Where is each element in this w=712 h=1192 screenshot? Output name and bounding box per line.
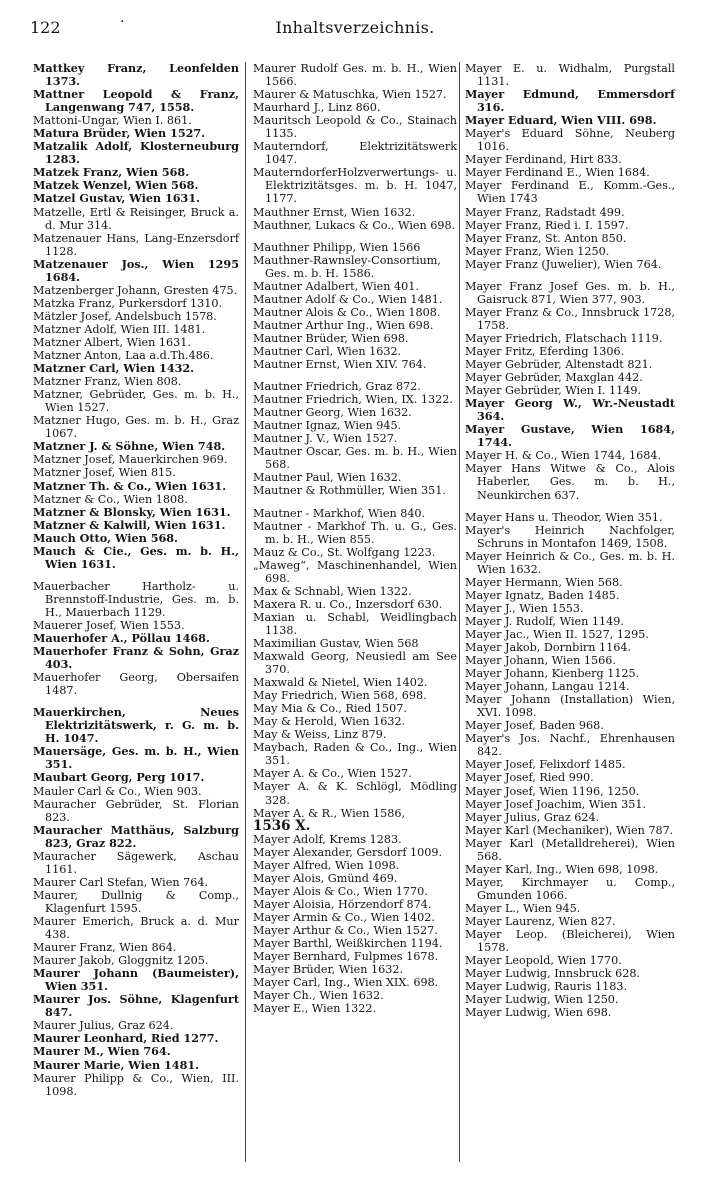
index-entry: Maurer Johann (Baumeister), Wien 351. [33, 966, 239, 994]
index-entry: Mauthner Ernst, Wien 1632. [253, 205, 416, 219]
index-entry: Mayer E. u. Widhalm, Purgstall 1131. [465, 62, 675, 89]
index-entry: Mayer Hans u. Theodor, Wien 351. [465, 510, 663, 524]
column-divider [459, 62, 460, 1162]
index-entry: Maurer, Dullnig & Comp., Klagenfurt 1595. [33, 888, 239, 915]
index-entry: Mauler Carl & Co., Wien 903. [33, 784, 202, 798]
index-entry: Mauracher Sägewerk, Aschau 1161. [33, 849, 239, 876]
index-entry: Maurer M., Wien 764. [33, 1044, 171, 1059]
index-entry: Mayer Julius, Graz 624. [465, 810, 600, 824]
index-entry: Mautner Adolf & Co., Wien 1481. [253, 292, 443, 306]
index-entry: Matzelle, Ertl & Reisinger, Bruck a. d. Mur 314. [33, 205, 239, 232]
index-entry: Matzenauer Hans, Lang-Enzersdorf 1128. [33, 231, 239, 258]
index-entry: Matzner Anton, Laa a.d.Th.486. [33, 349, 214, 363]
index-entry: Mautner - Markhof, Wien 840. [253, 506, 426, 520]
index-entry: Mayer J. Rudolf, Wien 1149. [465, 614, 624, 628]
index-entry: Mayer Alfred, Wien 1098. [253, 858, 400, 872]
index-entry: Mauthner Philipp, Wien 1566 [253, 240, 421, 254]
index-entry: May & Weiss, Linz 879. [253, 728, 387, 742]
index-entry: Matzner & Co., Wien 1808. [33, 492, 188, 506]
index-entry: Mayer Johann (Installation) Wien, XVI. 1098. [465, 693, 675, 720]
index-entry: Matzka Franz, Purkersdorf 1310. [33, 296, 223, 310]
index-entry: Mautner Friedrich, Wien, IX. 1322. [253, 393, 453, 407]
index-entry: Mautner & Rothmüller, Wien 351. [253, 484, 446, 498]
index-entry: Maubart Georg, Perg 1017. [33, 770, 205, 785]
index-entry: Mayer Ludwig, Wien 1250. [465, 993, 619, 1007]
index-entry: Matzner Josef, Wien 815. [33, 466, 176, 480]
index-entry: Maurer Carl Stefan, Wien 764. [33, 875, 208, 889]
index-entry: Maurer Rudolf Ges. m. b. H., Wien 1566. [253, 62, 457, 89]
index-entry: Mayer Franz Josef Ges. m. b. H., Gaisruck 871, Wien 377, 903. [465, 279, 675, 306]
index-entry: Mauracher Matthäus, Salzburg 823, Graz 822. [33, 822, 239, 850]
index-entry: Mauerhofer Georg, Obersaifen 1487. [33, 671, 239, 698]
index-entry: Mauerkirchen, Neues Elektrizitätswerk, r. G. m. b. H. 1047. [33, 705, 239, 746]
index-entry: Matzenberger Johann, Gresten 475. [33, 283, 238, 297]
index-entry: Mayer Leop. (Bleicherei), Wien 1578. [465, 928, 675, 955]
index-entry: Mayer Gebrüder, Wien I. 1149. [465, 384, 642, 398]
index-column-3 [465, 62, 675, 1019]
index-entry: Mayer Fritz, Eferding 1306. [465, 344, 625, 358]
index-entry: Mauterndorf, Elektrizitätswerk 1047. [253, 140, 457, 167]
index-entry: Matzner Th. & Co., Wien 1631. [33, 478, 227, 493]
index-entry: Mattoni-Ungar, Wien I. 861. [33, 114, 192, 128]
index-entry: Mayer's Jos. Nachf., Ehrenhausen 842. [465, 732, 675, 759]
index-entry: Matzner Hugo, Ges. m. b. H., Graz 1067. [33, 414, 239, 441]
index-entry: Mayer Heinrich & Co., Ges. m. b. H. Wien 1632. [465, 549, 675, 576]
index-entry: Mayer Jac., Wien II. 1527, 1295. [465, 627, 649, 641]
index-entry: Mayer Arthur & Co., Wien 1527. [253, 924, 438, 937]
index-entry: Matzel Gustav, Wien 1631. [33, 191, 200, 206]
index-entry: Mayer Leopold, Wien 1770. [465, 954, 622, 968]
index-column-2 [253, 62, 457, 1015]
index-entry: Mayer's Eduard Söhne, Neuberg 1016. [465, 127, 675, 154]
index-entry: Mayer Franz & Co., Innsbruck 1728, 1758. [465, 305, 675, 332]
index-entry: Mauthner, Lukacs & Co., Wien 698. [253, 218, 456, 232]
index-column-1 [33, 62, 239, 1098]
index-entry: Mayer Gebrüder, Altenstadt 821. [465, 358, 653, 372]
index-entry: Mayer E., Wien 1322. [253, 1002, 377, 1016]
index-entry: Mautner J. V., Wien 1527. [253, 432, 398, 446]
index-entry: Maxwald & Nietel, Wien 1402. [253, 676, 428, 690]
index-entry: Maurer Jos. Söhne, Klagenfurt 847. [33, 992, 239, 1020]
index-entry: Matzek Wenzel, Wien 568. [33, 178, 199, 193]
index-entry: Maxera R. u. Co., Inzersdorf 630. [253, 597, 443, 611]
index-entry: Maximilian Gustav, Wien 568 [253, 636, 419, 650]
index-entry: Mayer Eduard, Wien VIII. 698. [465, 113, 657, 128]
index-entry: Mayer Franz, Wien 1250. [465, 244, 610, 258]
index-entry: Mayer Josef, Ried 990. [465, 771, 594, 785]
column-divider [245, 62, 246, 1162]
index-entry: May Mia & Co., Ried 1507. [253, 702, 407, 716]
index-entry: Mautner Carl, Wien 1632. [253, 344, 402, 358]
index-entry: Mayer Josef Joachim, Wien 351. [465, 797, 647, 811]
index-entry: Mautner Friedrich, Graz 872. [253, 380, 421, 394]
index-entry: Matzenauer Jos., Wien 1295 1684. [33, 256, 239, 284]
index-entry: Mayer Franz, Radstadt 499. [465, 205, 625, 219]
index-entry: Mautner Alois & Co., Wien 1808. [253, 305, 441, 319]
index-entry: Mayer Hans Witwe & Co., Alois Haberler, Ges. m. b. H., Neunkirchen 637. [465, 462, 675, 502]
index-entry: Matzek Franz, Wien 568. [33, 165, 190, 180]
index-entry: Mätzler Josef, Andelsbuch 1578. [33, 309, 217, 323]
index-entry: Mautner Georg, Wien 1632. [253, 406, 412, 420]
index-entry: Mayer A. & Co., Wien 1527. [253, 767, 412, 781]
index-entry: Mayer Bernhard, Fulpmes 1678. [253, 950, 439, 964]
index-entry: Matzner Josef, Mauerkirchen 969. [33, 453, 228, 467]
index-entry: Mayer Aloisia, Hörzendorf 874. [253, 897, 432, 911]
index-entry: Mayer Gustave, Wien 1684, 1744. [465, 422, 675, 450]
index-entry: Mayer Ch., Wien 1632. [253, 989, 384, 1003]
index-entry: MauterndorferHolzverwertungs- u. Elektrizitätsges. m. b. H. 1047, 1177. [253, 166, 457, 206]
index-entry: Mayer Josef, Baden 968. [465, 719, 604, 733]
index-entry: Mayer Josef, Felixdorf 1485. [465, 758, 626, 772]
index-entry: Maurer Philipp & Co., Wien, III. 1098. [33, 1071, 239, 1098]
index-entry: Maurer Julius, Graz 624. [33, 1019, 174, 1033]
index-entry: Mayer Johann, Kienberg 1125. [465, 667, 640, 681]
index-entry: Mayer Johann, Wien 1566. [465, 654, 616, 668]
index-entry: Mautner - Markhof Th. u. G., Ges. m. b. H., Wien 855. [253, 519, 457, 546]
index-entry: Mayer A. & K. Schlögl, Mödling 328. [253, 780, 457, 807]
index-entry: Mauerhofer A., Pöllau 1468. [33, 631, 210, 646]
index-entry: Mauch & Cie., Ges. m. b. H., Wien 1631. [33, 543, 239, 571]
index-entry: Mayer Karl (Metalldreherei), Wien 568. [465, 836, 675, 863]
index-entry: Matzner Carl, Wien 1432. [33, 361, 195, 376]
index-entry: Mayer Jakob, Dornbirn 1164. [465, 641, 632, 655]
index-entry: Mayer Johann, Langau 1214. [465, 680, 630, 694]
index-entry: Mauz & Co., St. Wolfgang 1223. [253, 545, 436, 559]
index-entry: Mauerer Josef, Wien 1553. [33, 618, 185, 632]
header-dot: · [120, 14, 125, 30]
index-entry: Mayer Edmund, Emmersdorf 316. [465, 87, 675, 115]
page-header [30, 14, 680, 42]
index-entry: Mautner Paul, Wien 1632. [253, 471, 402, 485]
index-entry: Mayer Ludwig, Wien 698. [465, 1006, 612, 1020]
index-entry: Mauerbacher Hartholz- u. Brennstoff-Industrie, Ges. m. b. H., Mauerbach 1129. [33, 579, 239, 619]
index-entry: Mayer Friedrich, Flatschach 1119. [465, 331, 663, 345]
index-entry: Mayer A. & R., Wien 1586, [253, 806, 406, 820]
index-entry: Maxwald Georg, Neusiedl am See 370. [253, 650, 457, 677]
index-entry: Mautner Arthur Ing., Wien 698. [253, 318, 434, 332]
index-entry: Maurer & Matuschka, Wien 1527. [253, 88, 447, 102]
index-entry: Mauracher Gebrüder, St. Florian 823. [33, 797, 239, 824]
index-entry: Matura Brüder, Wien 1527. [33, 126, 206, 141]
page-number: 122 [30, 18, 61, 37]
index-entry: Mayer Ignatz, Baden 1485. [465, 588, 620, 602]
index-entry: Mauersäge, Ges. m. b. H., Wien 351. [33, 744, 239, 772]
index-entry: Mayer Carl, Ing., Wien XIX. 698. [253, 976, 439, 990]
index-entry: Mayer Brüder, Wien 1632. [253, 963, 404, 977]
index-entry: Mayer Hermann, Wien 568. [465, 575, 623, 589]
index-entry: Mautner Adalbert, Wien 401. [253, 279, 419, 293]
index-entry: Mayer Karl, Ing., Wien 698, 1098. [465, 862, 659, 876]
index-entry: Maurer Jakob, Gloggnitz 1205. [33, 954, 209, 968]
index-entry: Mautner Brüder, Wien 698. [253, 331, 409, 345]
index-entry: Mayer Alois & Co., Wien 1770. [253, 884, 428, 898]
index-entry: Mayer Gebrüder, Maxglan 442. [465, 371, 643, 385]
index-entry: Mauerhofer Franz & Sohn, Graz 403. [33, 644, 239, 672]
index-entry: Mayer Alois, Gmünd 469. [253, 871, 398, 885]
index-entry: Mayer Laurenz, Wien 827. [465, 915, 616, 928]
index-entry: Mattkey Franz, Leonfelden 1373. [33, 61, 239, 89]
index-entry: Matzner Adolf, Wien III. 1481. [33, 322, 206, 336]
index-entry: Matzner J. & Söhne, Wien 748. [33, 439, 226, 454]
index-entry: Mayer Franz, St. Anton 850. [465, 231, 627, 245]
index-entry: Mauritsch Leopold & Co., Stainach 1135. [253, 114, 457, 141]
index-entry: Mayer Franz, Ried i. I. 1597. [465, 218, 629, 232]
index-entry: Maxian u. Schabl, Weidlingbach 1138. [253, 610, 457, 637]
index-entry: Maurer Franz, Wien 864. [33, 941, 177, 955]
index-entry: Matzner Albert, Wien 1631. [33, 335, 191, 349]
index-entry: Matzalik Adolf, Klosterneuburg 1283. [33, 139, 239, 167]
index-entry: Maurhard J., Linz 860. [253, 101, 381, 115]
index-entry: Mayer H. & Co., Wien 1744, 1684. [465, 449, 661, 463]
index-entry: „Maweg“, Maschinenhandel, Wien 698. [253, 558, 457, 585]
index-entry: Mayer Franz (Juwelier), Wien 764. [465, 257, 662, 271]
index-entry: Mayer Ludwig, Rauris 1183. [465, 980, 628, 994]
index-entry: Maurer Marie, Wien 1481. [33, 1057, 200, 1072]
index-entry: Mauthner-Rawnsley-Consortium, Ges. m. b. H. 1586. [253, 253, 441, 280]
index-entry: Mayer Ferdinand E., Komm.-Ges., Wien 1743 [465, 179, 675, 206]
index-entry: Mayer Josef, Wien 1196, 1250. [465, 784, 640, 798]
index-entry: May & Herold, Wien 1632. [253, 715, 406, 729]
index-entry: Maurer Emerich, Bruck a. d. Mur 438. [33, 915, 239, 942]
index-entry: Matzner & Blonsky, Wien 1631. [33, 504, 231, 519]
index-entry: Matzner & Kalwill, Wien 1631. [33, 517, 226, 532]
index-entry: Mattner Leopold & Franz, Langenwang 747, 1558. [33, 87, 239, 115]
index-entry: Mayer Ludwig, Innsbruck 628. [465, 967, 640, 981]
index-entry: Maurer Leonhard, Ried 1277. [33, 1031, 219, 1046]
index-entry: Mayer Adolf, Krems 1283. [253, 832, 402, 846]
index-entry: Mayer Karl (Mechaniker), Wien 787. [465, 823, 674, 837]
index-entry: Mautner Ignaz, Wien 945. [253, 419, 402, 433]
index-entry: Mayer Barthl, Weißkirchen 1194. [253, 937, 443, 951]
index-entry: Mayer Armin & Co., Wien 1402. [253, 910, 435, 924]
index-entry: Mayer Ferdinand E., Wien 1684. [465, 166, 650, 180]
index-entry: Mayer's Heinrich Nachfolger, Schruns in Montafon 1469, 1508. [465, 523, 675, 550]
index-entry: 1536 X. [253, 817, 311, 834]
index-entry: Matzner Franz, Wien 808. [33, 375, 182, 389]
index-entry: Mayer J., Wien 1553. [465, 601, 584, 615]
index-entry: Max & Schnabl, Wien 1322. [253, 584, 412, 598]
index-entry: Mayer L., Wien 945. [465, 901, 581, 915]
index-entry: Mayer, Kirchmayer u. Comp., Gmunden 1066. [465, 875, 675, 902]
index-entry: Mautner Ernst, Wien XIV. 764. [253, 358, 427, 372]
index-entry: Mautner Oscar, Ges. m. b. H., Wien 568. [253, 445, 457, 472]
index-entry: Maybach, Raden & Co., Ing., Wien 351. [253, 741, 457, 768]
index-entry: May Friedrich, Wien 568, 698. [253, 689, 427, 703]
index-entry: Mauch Otto, Wien 568. [33, 530, 178, 545]
index-entry: Matzner, Gebrüder, Ges. m. b. H., Wien 1527. [33, 388, 239, 415]
index-entry: Mayer Alexander, Gersdorf 1009. [253, 845, 443, 859]
index-entry: Mayer Georg W., Wr.-Neustadt 364. [465, 396, 675, 424]
index-entry: Mayer Ferdinand, Hirt 833. [465, 153, 622, 167]
page-title: Inhaltsverzeichnis. [275, 18, 435, 37]
